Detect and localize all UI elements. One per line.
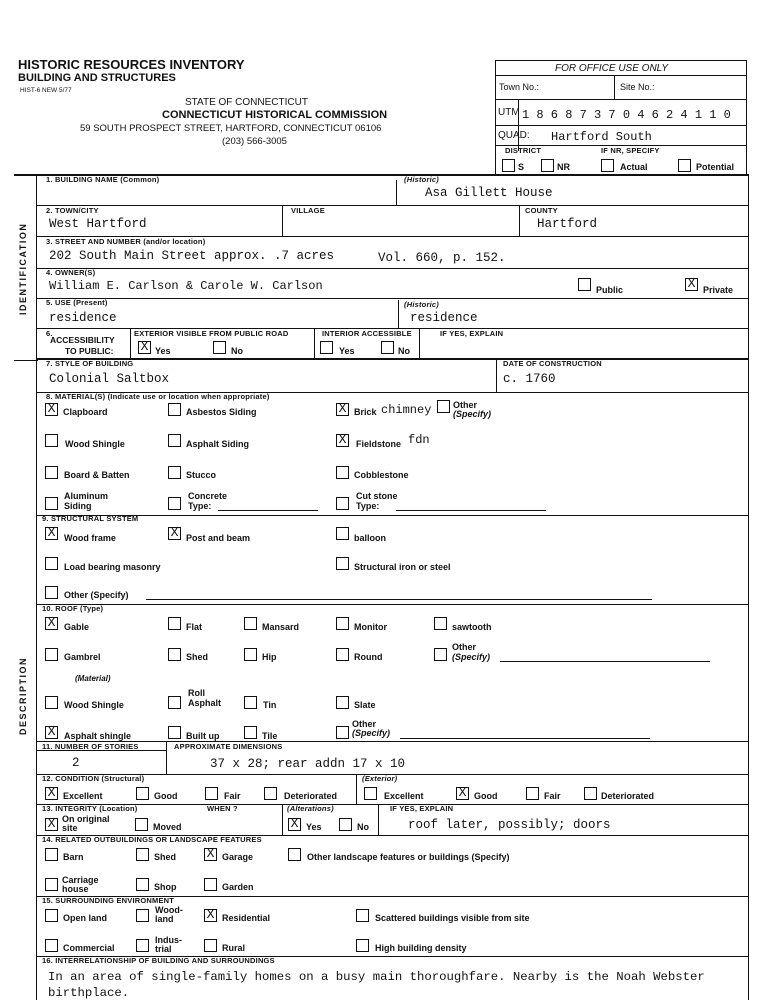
fieldstone-label: Fieldstone <box>356 439 402 449</box>
divider <box>130 328 131 358</box>
use-present-value: residence <box>49 311 117 325</box>
interrelationship-label: 16. INTERRELATIONSHIP OF BUILDING AND SURROUNDINGS <box>42 956 275 965</box>
on-original-site-label-2: site <box>62 823 78 833</box>
roof-wood-shingle-checkbox[interactable] <box>45 696 58 709</box>
hip-label: Hip <box>262 652 277 662</box>
commercial-label: Commercial <box>63 943 115 953</box>
clapboard-checkbox[interactable]: X <box>45 403 58 416</box>
if-yes-explain-label: IF YES, EXPLAIN <box>440 329 504 338</box>
utm-label: UTM <box>498 107 520 118</box>
quad-label: QUAD: <box>498 130 530 141</box>
roof-label: 10. ROOF (Type) <box>42 604 104 613</box>
structural-label: 9. STRUCTURAL SYSTEM <box>42 514 139 523</box>
stories-label: 11. NUMBER OF STORIES <box>42 742 139 751</box>
form-code: HIST-6 NEW 5/77 <box>20 87 72 94</box>
exterior-excellent-label: Excellent <box>384 791 424 801</box>
cut-stone-type-label: Type: <box>356 501 380 511</box>
nr-actual-checkbox[interactable] <box>601 159 614 172</box>
use-present-label: 5. USE (Present) <box>46 298 108 307</box>
shed-roof-checkbox[interactable] <box>168 648 181 661</box>
district-label: DISTRICT <box>505 146 542 155</box>
industrial-label-2: trial <box>155 944 172 954</box>
open-land-checkbox[interactable] <box>45 909 58 922</box>
concrete-type-line <box>218 510 318 511</box>
built-up-checkbox[interactable] <box>168 726 181 739</box>
commercial-checkbox[interactable] <box>45 939 58 952</box>
cut-stone-label: Cut stone <box>356 491 398 501</box>
interior-yes-checkbox[interactable] <box>320 341 333 354</box>
scattered-label: Scattered buildings visible from site <box>375 913 530 923</box>
exterior-good-checkbox[interactable]: X <box>456 787 469 800</box>
interior-accessible-label: INTERIOR ACCESSIBLE <box>322 329 412 338</box>
outbuilding-shed-label: Shed <box>154 852 177 862</box>
town-label: 2. TOWN/CITY <box>46 206 99 215</box>
high-density-label: High building density <box>375 943 467 953</box>
divider <box>519 205 520 236</box>
carriage-house-label: Carriage <box>62 875 99 885</box>
dimensions-value: 37 x 28; rear addn 17 x 10 <box>210 757 406 771</box>
divider <box>356 774 357 804</box>
style-value: Colonial Saltbox <box>49 372 170 386</box>
cut-stone-type-line <box>396 510 546 511</box>
divider <box>282 205 283 236</box>
monitor-checkbox[interactable] <box>336 617 349 630</box>
commission-name: CONNECTICUT HISTORICAL COMMISSION <box>162 109 388 121</box>
post-beam-checkbox[interactable]: X <box>168 527 181 540</box>
when-label: WHEN ? <box>207 804 238 813</box>
shed-roof-label: Shed <box>186 652 209 662</box>
concrete-type-label: Type: <box>188 501 212 511</box>
use-historic-value: residence <box>410 311 478 325</box>
mansard-checkbox[interactable] <box>244 617 257 630</box>
divider <box>496 358 497 392</box>
date-construction-label: DATE OF CONSTRUCTION <box>503 359 602 368</box>
use-historic-label: (Historic) <box>404 300 439 309</box>
divider <box>36 750 166 751</box>
structural-good-label: Good <box>154 791 178 801</box>
asphalt-shingle-checkbox[interactable]: X <box>45 726 58 739</box>
rural-label: Rural <box>222 943 246 953</box>
garden-checkbox[interactable] <box>204 878 217 891</box>
material-specify-label: (Specify) <box>453 409 492 419</box>
cut-stone-checkbox[interactable] <box>336 497 349 510</box>
divider <box>14 360 38 361</box>
roll-asphalt-checkbox[interactable] <box>168 696 181 709</box>
open-land-label: Open land <box>63 913 108 923</box>
residential-checkbox[interactable]: X <box>204 909 217 922</box>
dimensions-label: APPROXIMATE DIMENSIONS <box>174 742 283 751</box>
private-checkbox[interactable]: X <box>685 278 698 291</box>
hip-checkbox[interactable] <box>244 648 257 661</box>
built-up-label: Built up <box>186 731 220 741</box>
carriage-house-label-2: house <box>62 884 89 894</box>
exterior-excellent-checkbox[interactable] <box>364 787 377 800</box>
garage-label: Garage <box>222 852 254 862</box>
residential-label: Residential <box>222 913 271 923</box>
scattered-checkbox[interactable] <box>356 909 369 922</box>
divider <box>495 125 747 126</box>
divider <box>614 75 615 99</box>
exterior-deteriorated-checkbox[interactable] <box>584 787 597 800</box>
tin-checkbox[interactable] <box>244 696 257 709</box>
exterior-no-label: No <box>231 346 243 356</box>
divider <box>36 358 749 360</box>
site-no-label: Site No.: <box>620 82 655 92</box>
slate-checkbox[interactable] <box>336 696 349 709</box>
structural-good-checkbox[interactable] <box>136 787 149 800</box>
outbuildings-label: 14. RELATED OUTBUILDINGS OR LANDSCAPE FEATURES <box>42 835 262 844</box>
structural-deteriorated-label: Deteriorated <box>284 791 338 801</box>
building-name-label: 1. BUILDING NAME (Common) <box>46 175 160 184</box>
style-label: 7. STYLE OF BUILDING <box>46 359 134 368</box>
section-description: DESCRIPTION <box>18 656 28 735</box>
monitor-label: Monitor <box>354 622 387 632</box>
divider <box>166 741 167 774</box>
outbuilding-shed-checkbox[interactable] <box>136 848 149 861</box>
structural-excellent-checkbox[interactable]: X <box>45 787 58 800</box>
tin-label: Tin <box>263 700 277 710</box>
town-value: West Hartford <box>49 217 147 231</box>
roof-specify-label: (Specify) <box>452 652 491 662</box>
street-reference: Vol. 660, p. 152. <box>378 251 506 265</box>
other-landscape-label: Other landscape features or buildings (Specify) <box>307 852 510 862</box>
carriage-house-checkbox[interactable] <box>45 878 58 891</box>
sawtooth-label: sawtooth <box>452 622 492 632</box>
divider <box>36 741 749 742</box>
cobblestone-label: Cobblestone <box>354 470 409 480</box>
alterations-no-label: No <box>357 822 369 832</box>
roof-other-checkbox[interactable] <box>434 648 447 661</box>
garage-checkbox[interactable]: X <box>204 848 217 861</box>
roll-label: Roll <box>188 688 205 698</box>
divider <box>495 99 747 100</box>
aluminum-label: Aluminum <box>64 491 108 501</box>
exterior-deteriorated-label: Deteriorated <box>601 791 655 801</box>
accessibility-label-2: TO PUBLIC: <box>65 346 114 356</box>
street-value: 202 South Main Street approx. .7 acres <box>49 249 335 263</box>
roof-material-other-checkbox[interactable] <box>336 726 349 739</box>
divider <box>398 300 399 328</box>
gambrel-label: Gambrel <box>64 652 101 662</box>
brick-label: Brick <box>354 407 377 417</box>
material-other-label: Other <box>453 400 478 410</box>
stucco-label: Stucco <box>186 470 217 480</box>
integrity-label: 13. INTEGRITY (Location) <box>42 804 138 813</box>
interior-no-label: No <box>398 346 410 356</box>
street-label: 3. STREET AND NUMBER (and/or location) <box>46 237 206 246</box>
commission-phone: (203) 566-3005 <box>222 136 287 147</box>
county-label: COUNTY <box>525 206 558 215</box>
balloon-checkbox[interactable] <box>336 527 349 540</box>
tile-checkbox[interactable] <box>244 726 257 739</box>
divider <box>314 328 315 358</box>
date-construction-value: c. 1760 <box>503 372 556 386</box>
integrity-explain-value: roof later, possibly; doors <box>408 818 611 832</box>
quad-value: Hartford South <box>551 130 652 144</box>
round-label: Round <box>354 652 383 662</box>
woodland-label-2: land <box>155 914 174 924</box>
public-label: Public <box>596 285 624 295</box>
gable-label: Gable <box>64 622 90 632</box>
interior-yes-label: Yes <box>339 346 355 356</box>
moved-checkbox[interactable] <box>135 818 148 831</box>
stucco-checkbox[interactable] <box>168 466 181 479</box>
wood-frame-checkbox[interactable]: X <box>45 527 58 540</box>
district-s-checkbox[interactable] <box>502 159 515 172</box>
asphalt-siding-checkbox[interactable] <box>168 434 181 447</box>
environment-label: 15. SURROUNDING ENVIRONMENT <box>42 896 175 905</box>
structural-fair-label: Fair <box>224 791 241 801</box>
village-label: VILLAGE <box>291 206 325 215</box>
condition-exterior-label: (Exterior) <box>362 774 398 783</box>
load-bearing-label: Load bearing masonry <box>64 562 161 572</box>
owner-label: 4. OWNER(S) <box>46 268 96 277</box>
exterior-fair-checkbox[interactable] <box>526 787 539 800</box>
shop-label: Shop <box>154 882 177 892</box>
post-beam-label: Post and beam <box>186 533 251 543</box>
structural-other-line <box>146 599 652 600</box>
owner-value: William E. Carlson & Carole W. Carlson <box>49 279 323 293</box>
exterior-fair-label: Fair <box>544 791 561 801</box>
divider <box>36 515 749 516</box>
form-title: HISTORIC RESOURCES INVENTORY <box>18 57 245 72</box>
integrity-explain-label: IF YES, EXPLAIN <box>390 804 454 813</box>
woodland-label: Wood- <box>155 905 183 915</box>
roof-material-other-label: Other <box>352 719 377 729</box>
mansard-label: Mansard <box>262 622 300 632</box>
condition-label: 12. CONDITION (Structural) <box>42 774 145 783</box>
fieldstone-note: fdn <box>408 433 430 447</box>
state-name: STATE OF CONNECTICUT <box>185 97 308 108</box>
board-batten-checkbox[interactable] <box>45 466 58 479</box>
roof-other-line <box>500 661 710 662</box>
rural-checkbox[interactable] <box>204 939 217 952</box>
gambrel-checkbox[interactable] <box>45 648 58 661</box>
board-batten-label: Board & Batten <box>64 470 130 480</box>
divider <box>36 205 749 206</box>
nr-potential-checkbox[interactable] <box>678 159 691 172</box>
woodland-checkbox[interactable] <box>136 909 149 922</box>
on-original-site-checkbox[interactable]: X <box>45 818 58 831</box>
divider <box>36 604 749 605</box>
divider <box>378 804 379 835</box>
alterations-yes-label: Yes <box>306 822 322 832</box>
roof-material-other-line <box>400 738 650 739</box>
load-bearing-checkbox[interactable] <box>45 557 58 570</box>
roof-wood-shingle-label: Wood Shingle <box>64 700 124 710</box>
structural-excellent-label: Excellent <box>63 791 103 801</box>
industrial-checkbox[interactable] <box>136 939 149 952</box>
flat-checkbox[interactable] <box>168 617 181 630</box>
cobblestone-checkbox[interactable] <box>336 466 349 479</box>
sawtooth-checkbox[interactable] <box>434 617 447 630</box>
divider <box>495 75 747 76</box>
iron-steel-checkbox[interactable] <box>336 557 349 570</box>
material-other-checkbox[interactable] <box>437 400 450 413</box>
brick-checkbox[interactable]: X <box>336 403 349 416</box>
exterior-yes-label: Yes <box>155 346 171 356</box>
form-subtitle: BUILDING AND STRUCTURES <box>18 72 176 84</box>
materials-label: 8. MATERIAL(S) (Indicate use or location when appropriate) <box>46 392 270 401</box>
district-nr-label: NR <box>557 162 570 172</box>
concrete-label: Concrete <box>188 491 228 501</box>
alterations-label: (Alterations) <box>287 804 334 813</box>
private-label: Private <box>703 285 734 295</box>
wood-shingle-checkbox[interactable] <box>45 434 58 447</box>
structural-fair-checkbox[interactable] <box>205 787 218 800</box>
flat-label: Flat <box>186 622 203 632</box>
nr-potential-label: Potential <box>696 162 735 172</box>
town-no-label: Town No.: <box>499 82 540 92</box>
barn-label: Barn <box>63 852 84 862</box>
structural-other-label: Other (Specify) <box>64 590 129 600</box>
wood-frame-label: Wood frame <box>64 533 116 543</box>
district-s-label: S <box>518 162 525 172</box>
utm-value: 1 8 6 8 7 3 7 0 4 6 2 4 1 1 0 <box>522 108 731 122</box>
building-name-historic: Asa Gillett House <box>425 186 553 200</box>
asphalt-shingle-label: Asphalt shingle <box>64 731 132 741</box>
gable-checkbox[interactable]: X <box>45 617 58 630</box>
shop-checkbox[interactable] <box>136 878 149 891</box>
divider <box>396 180 397 205</box>
fieldstone-checkbox[interactable]: X <box>336 434 349 447</box>
divider <box>36 268 749 269</box>
asphalt-siding-label: Asphalt Siding <box>186 439 249 449</box>
exterior-good-label: Good <box>474 791 498 801</box>
structural-other-checkbox[interactable] <box>45 586 58 599</box>
exterior-visible-label: EXTERIOR VISIBLE FROM PUBLIC ROAD <box>134 329 289 338</box>
aluminum-label-2: Siding <box>64 501 92 511</box>
commission-address: 59 SOUTH PROSPECT STREET, HARTFORD, CONNECTICUT 06106 <box>80 123 382 134</box>
interrelationship-line-1: In an area of single-family homes on a busy main thoroughfare. Nearby is the Noah Webster <box>48 970 705 984</box>
section-identification: IDENTIFICATION <box>18 222 28 315</box>
roof-material-label: (Material) <box>75 674 111 683</box>
garden-label: Garden <box>222 882 254 892</box>
interior-no-checkbox[interactable] <box>381 341 394 354</box>
roof-material-specify-label: (Specify) <box>352 728 391 738</box>
public-checkbox[interactable] <box>578 278 591 291</box>
district-nr-checkbox[interactable] <box>541 159 554 172</box>
aluminum-checkbox[interactable] <box>45 497 58 510</box>
divider <box>36 298 749 299</box>
office-use-title: FOR OFFICE USE ONLY <box>555 63 668 74</box>
interrelationship-line-2: birthplace. <box>48 986 130 1000</box>
if-nr-label: IF NR, SPECIFY <box>601 146 660 155</box>
roll-asphalt-label: Asphalt <box>188 698 222 708</box>
tile-label: Tile <box>262 731 278 741</box>
moved-label: Moved <box>153 822 182 832</box>
divider <box>419 328 420 358</box>
asbestos-label: Asbestos Siding <box>186 407 257 417</box>
barn-checkbox[interactable] <box>45 848 58 861</box>
brick-note: chimney <box>381 403 432 417</box>
exterior-no-checkbox[interactable] <box>213 341 226 354</box>
structural-deteriorated-checkbox[interactable] <box>264 787 277 800</box>
county-value: Hartford <box>537 217 598 231</box>
iron-steel-label: Structural iron or steel <box>354 562 451 572</box>
balloon-label: balloon <box>354 533 386 543</box>
alterations-yes-checkbox[interactable]: X <box>288 818 301 831</box>
round-checkbox[interactable] <box>336 648 349 661</box>
slate-label: Slate <box>354 700 376 710</box>
other-landscape-checkbox[interactable] <box>288 848 301 861</box>
stories-value: 2 <box>72 756 80 770</box>
exterior-yes-checkbox[interactable]: X <box>138 341 151 354</box>
on-original-site-label: On original <box>62 814 110 824</box>
divider <box>282 804 283 835</box>
accessibility-label: ACCESSIBILITY <box>50 335 115 345</box>
industrial-label: Indus- <box>155 935 182 945</box>
wood-shingle-label: Wood Shingle <box>65 439 125 449</box>
clapboard-label: Clapboard <box>63 407 108 417</box>
accessibility-number: 6. <box>46 329 53 338</box>
concrete-checkbox[interactable] <box>168 497 181 510</box>
alterations-no-checkbox[interactable] <box>339 818 352 831</box>
historic-name-label: (Historic) <box>404 175 439 184</box>
high-density-checkbox[interactable] <box>356 939 369 952</box>
nr-actual-label: Actual <box>620 162 648 172</box>
asbestos-checkbox[interactable] <box>168 403 181 416</box>
roof-other-label: Other <box>452 642 477 652</box>
